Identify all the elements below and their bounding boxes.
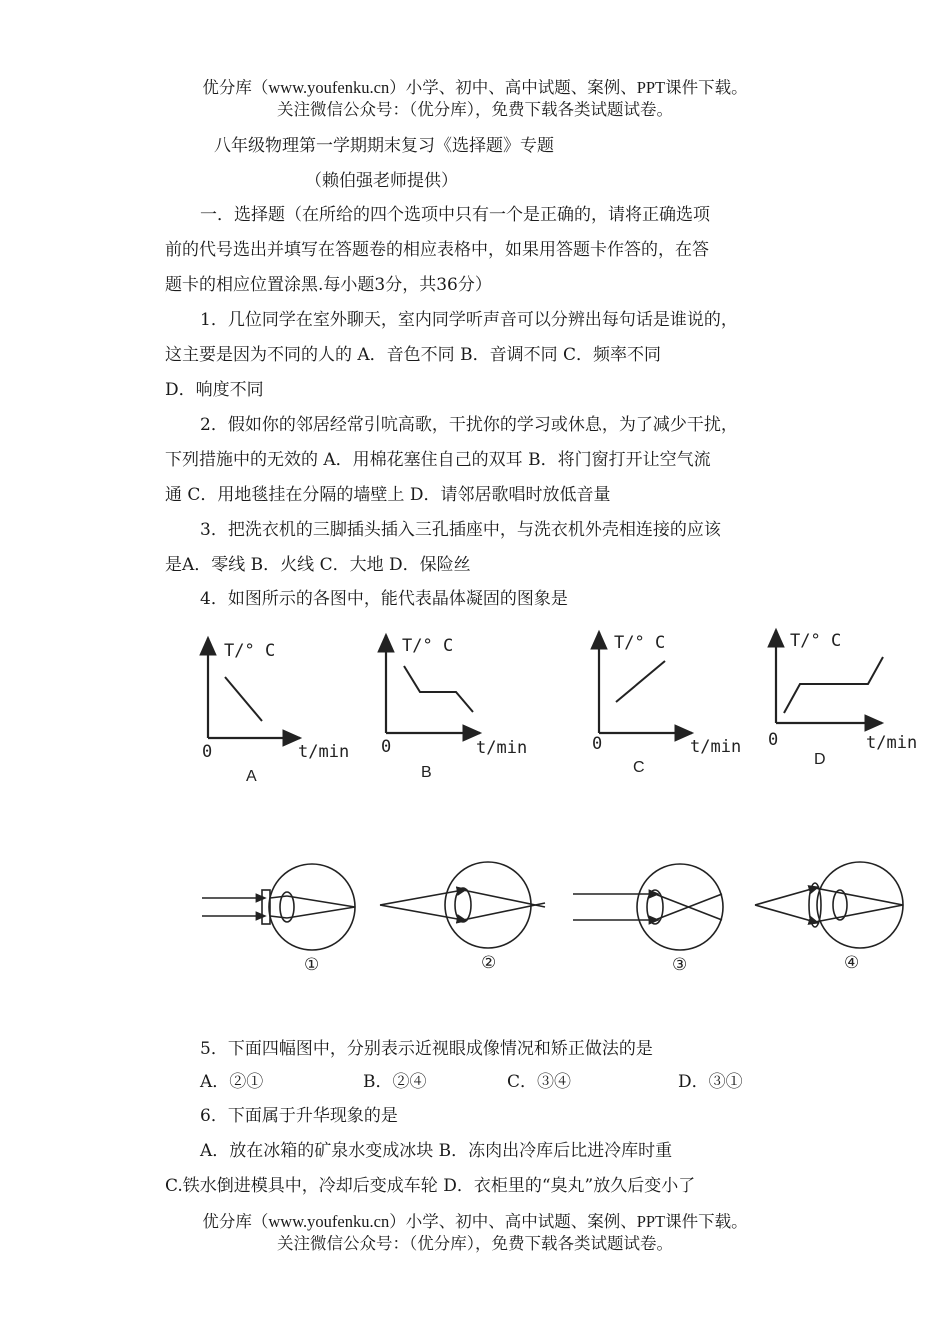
header-line-1: 优分库（www.youfenku.cn）小学、初中、高中试题、案例、PPT课件下载。	[202, 78, 748, 97]
page-title: 八年级物理第一学期期末复习《选择题》专题	[214, 136, 554, 156]
eye-diagrams	[0, 850, 950, 980]
footer-line-1: 优分库（www.youfenku.cn）小学、初中、高中试题、案例、PPT课件下载。	[202, 1212, 748, 1231]
graph-c-y-label: T/° C	[614, 633, 666, 653]
eye-1-eyeball	[269, 864, 355, 950]
eye-3-eyeball	[637, 864, 723, 950]
q6-line-2: C.铁水倒进模具中，冷却后变成车轮 D．衣柜里的“臭丸”放久后变小了	[165, 1176, 696, 1196]
eye-4-label: ④	[844, 953, 860, 973]
q3-line-2: 是A．零线 B．火线 C．大地 D．保险丝	[165, 555, 471, 575]
q6-line-1: A．放在冰箱的矿泉水变成冰块 B．冻肉出冷库后比进冷库时重	[200, 1141, 673, 1161]
graph-b-origin: 0	[381, 737, 392, 757]
instructions-line-2: 前的代号选出并填写在答题卷的相应表格中，如果用答题卡作答的，在答	[165, 240, 709, 260]
eye-2-eyeball	[445, 862, 531, 948]
q3-line-1: 3．把洗衣机的三脚插头插入三孔插座中，与洗衣机外壳相连接的应该	[200, 520, 721, 540]
q5-option-b: B．②④	[363, 1072, 427, 1092]
graph-c-caption: C	[633, 759, 645, 776]
q5-option-a: A．②①	[200, 1072, 264, 1092]
graph-a	[202, 638, 349, 785]
graph-a-x-label: t/min	[298, 742, 350, 762]
eye-2-crystalline-lens	[455, 888, 471, 922]
graph-c-x-label: t/min	[690, 737, 742, 757]
eye-figure-3	[573, 864, 723, 975]
q6-stem: 6．下面属于升华现象的是	[200, 1106, 398, 1126]
graph-d-caption: D	[814, 751, 826, 768]
graph-b	[381, 635, 527, 781]
eye-figure-4	[755, 862, 903, 973]
graph-d-origin: 0	[768, 730, 779, 750]
author-line: （赖伯强老师提供）	[305, 171, 458, 191]
graph-a-caption: A	[246, 768, 257, 785]
q2-line-2: 下列措施中的无效的 A．用棉花塞住自己的双耳 B．将门窗打开让空气流	[165, 450, 711, 470]
eye-2-label: ②	[481, 953, 497, 973]
eye-4-eyeball	[817, 862, 903, 948]
q5-stem: 5．下面四幅图中，分别表示近视眼成像情况和矫正做法的是	[200, 1039, 653, 1059]
graph-c-curve	[616, 661, 665, 702]
instructions-line-1: 一．选择题（在所给的四个选项中只有一个是正确的，请将正确选项	[200, 205, 710, 225]
eye-figure-2	[380, 862, 545, 973]
instructions-line-3: 题卡的相应位置涂黑.每小题3分，共36分）	[165, 275, 492, 295]
graph-b-y-label: T/° C	[402, 636, 454, 656]
graph-d	[768, 630, 917, 768]
graph-a-origin: 0	[202, 742, 213, 762]
footer-line-2: 关注微信公众号：（优分库），免费下载各类试题试卷。	[277, 1234, 673, 1253]
q2-line-3: 通 C．用地毯挂在分隔的墙壁上 D．请邻居歌唱时放低音量	[165, 485, 611, 505]
header-line-2: 关注微信公众号：（优分库），免费下载各类试题试卷。	[277, 100, 673, 119]
eye-3-crystalline-lens	[647, 890, 663, 924]
q1-line-1: 1．几位同学在室外聊天，室内同学听声音可以分辨出每句话是谁说的，	[200, 310, 738, 330]
graph-a-curve	[225, 677, 262, 721]
q5-option-d: D．③①	[678, 1072, 743, 1092]
graph-a-y-label: T/° C	[224, 641, 276, 661]
q5-option-c: C．③④	[507, 1072, 572, 1092]
graph-b-curve	[404, 666, 473, 712]
graph-d-y-label: T/° C	[790, 631, 842, 651]
graph-c	[592, 632, 741, 776]
q2-line-1: 2．假如你的邻居经常引吭高歌，干扰你的学习或休息，为了减少干扰，	[200, 415, 738, 435]
q1-line-2: 这主要是因为不同的人的 A．音色不同 B．音调不同 C．频率不同	[165, 345, 661, 365]
q1-line-3: D．响度不同	[165, 380, 264, 400]
q4-stem: 4．如图所示的各图中，能代表晶体凝固的图象是	[200, 589, 568, 609]
eye-3-label: ③	[672, 955, 688, 975]
cooling-graphs	[0, 620, 950, 800]
graph-c-origin: 0	[592, 734, 603, 754]
eye-figure-1	[202, 864, 355, 975]
graph-d-x-label: t/min	[866, 733, 918, 753]
graph-b-caption: B	[421, 764, 432, 781]
graph-d-curve	[784, 657, 883, 713]
graph-b-x-label: t/min	[476, 738, 528, 758]
eye-1-label: ①	[304, 955, 320, 975]
